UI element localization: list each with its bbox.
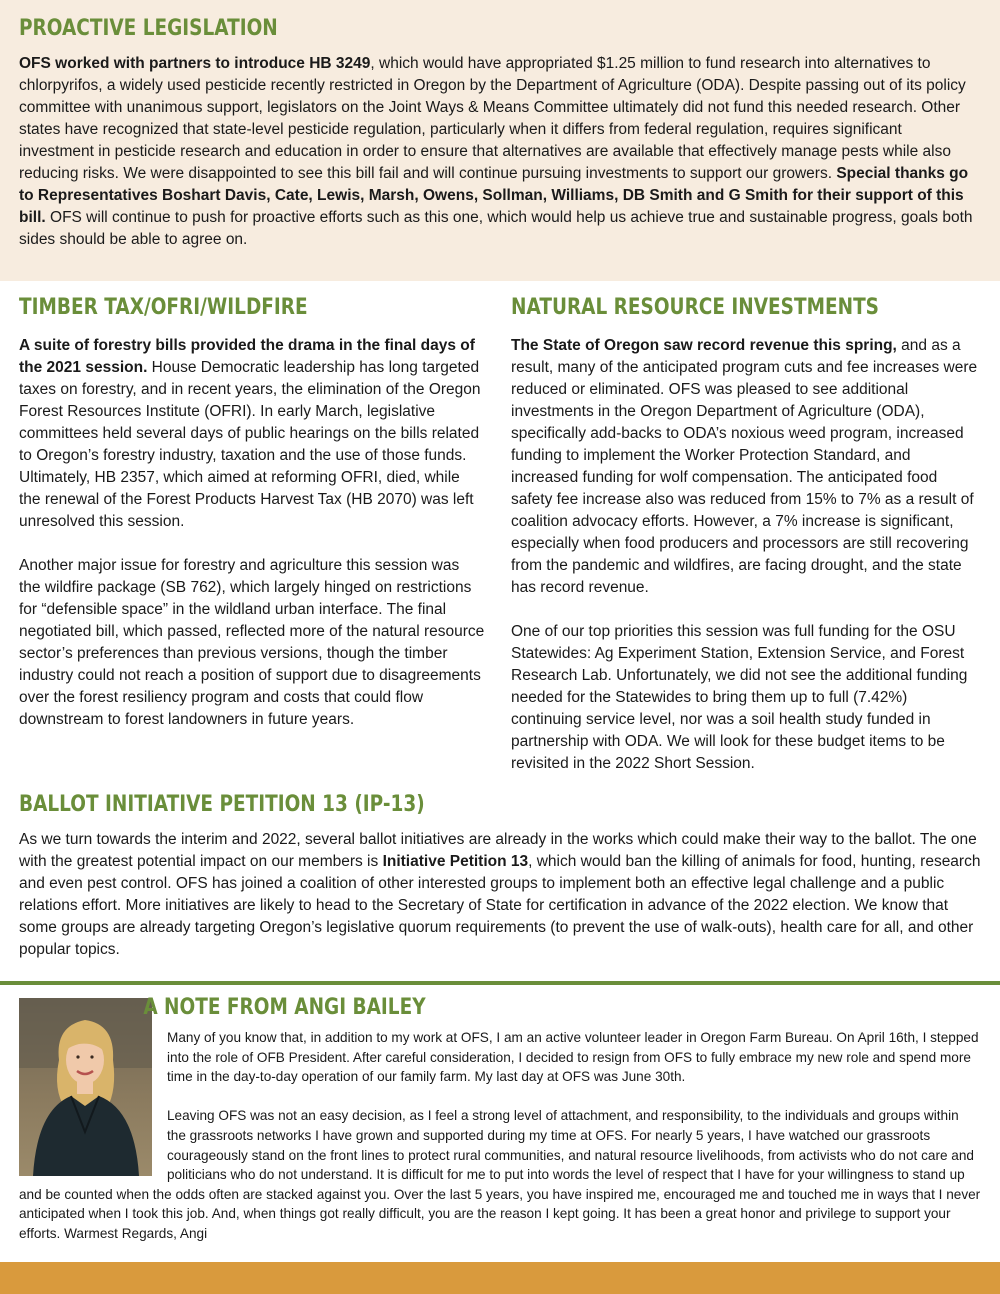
ballot-initiative-section (19, 792, 981, 961)
natural-paragraph-2: One of our top priorities this session was full funding for the OSU Statewides: Ag Experiment Station, Extension Service, and Forest Research Lab. Unfortunately, we did not see the additional funding needed for the Statewides to bring them up to full (7.42%) continuing service level, nor was a soil health study funded in partnership with ODA. We will look for these budget items to be revisited in the 2022 Short Session. (511, 623, 968, 772)
timber-tax-heading: TIMBER TAX/OFRI/WILDFIRE (19, 295, 308, 320)
timber-paragraph-2: Another major issue for forestry and agriculture this session was the wildfire package (SB 762), which largely hinged on restrictions for “defensible space” in the wildland urban interface. The final negotiated bill, which passed, reflected more of the natural resource sector’s preferences than previous versions, though the timber industry could not reach a position of support due to disagreements over the forest resiliency program and costs that could flow downstream to forest landowners in future years. (19, 557, 485, 728)
proactive-legislation-heading: PROACTIVE LEGISLATION (19, 16, 278, 41)
proactive-legislation-section (0, 0, 1000, 281)
ballot-text-2: , which would ban the killing of animals for food, hunting, research and even pest control. OFS has joined a coalition of other interested groups to implement both an effective legal challenge and a public relations effort. More initiatives are likely to head to the Secretary of State for certification in advance of the 2022 election. We know that some groups are already targeting Oregon’s legislative quorum requirements (to prevent the use of walk-outs), health care for all, and other popular topics. (19, 853, 981, 958)
timber-paragraph-1 (19, 335, 485, 533)
natural-text-1: and as a result, many of the anticipated program cuts and fee increases were reduced or eliminated. OFS was pleased to see additional investments in the Oregon Department of Agriculture (ODA), specifically add-backs to ODA’s noxious weed program, increased funding to implement the Worker Protection Standard, and increased funding for wolf compensation. The anticipated food safety fee increase also was reduced from 15% to 7% as a result of coalition advocacy efforts. However, a 7% increase is significant, especially when food producers and processors are still recovering from the pandemic and wildfires, are facing drought, and the state has record revenue. (511, 337, 978, 596)
proactive-text-2: OFS will continue to push for proactive efforts such as this one, which would help us achieve true and sustainable progress, goals both sides should be able to agree on. (19, 209, 973, 248)
natural-paragraph-1 (511, 335, 981, 599)
note-from-angi-section (19, 995, 981, 1244)
proactive-thanks: Special thanks go to Representatives Boshart Davis, Cate, Lewis, Marsh, Owens, Sollman, Williams, DB Smith and G Smith for their support of this bill. (19, 165, 969, 226)
note-from-angi-heading: A NOTE FROM ANGI BAILEY (143, 995, 426, 1020)
timber-lead: A suite of forestry bills provided the drama in the final days of the 2021 session. (19, 337, 475, 376)
timber-tax-section (19, 295, 485, 731)
note-paragraph-2: Leaving OFS was not an easy decision, as I feel a strong level of attachment, and responsibility, to the individuals and groups within the grassroots networks I have grown and supported during my time at OFS. For nearly 5 years, I have watched our grassroots courageously stand on the front lines to protect rural communities, and natural resource livelihoods, from activists who do not care and politicians who do not understand. It is difficult for me to put into words the level of respect that I have for your willingness to stand up and be counted when the odds often are stacked against you. Over the last 5 years, you have inspired me, encouraged me and touched me in ways that I never anticipated when I took this job. And, when things got really difficult, you are the reason I kept going. It has been a great honor and privilege to support your efforts. Warmest Regards, Angi (19, 1108, 981, 1241)
natural-resource-heading: NATURAL RESOURCE INVESTMENTS (511, 295, 879, 320)
ballot-initiative-body (19, 829, 981, 961)
ballot-text-1: As we turn towards the interim and 2022, several ballot initiatives are already in the works which could make their way to the ballot. The one with the greatest potential impact on our members is (19, 831, 977, 870)
proactive-lead: OFS worked with partners to introduce HB 3249 (19, 55, 371, 72)
proactive-legislation-body (19, 53, 981, 251)
timber-text-1: House Democratic leadership has long targeted taxes on forestry, and in recent years, the elimination of the Oregon Forest Resources Institute (OFRI). In early March, legislative committees held several days of public hearings on the bills related to Oregon’s forestry industry, taxation and the use of those funds. Ultimately, HB 2357, which aimed at reforming OFRI, died, while the renewal of the Forest Products Harvest Tax (HB 2070) was left unresolved this session. (19, 359, 481, 530)
angi-bailey-photo (19, 998, 152, 1176)
ballot-initiative-heading: BALLOT INITIATIVE PETITION 13 (IP-13) (19, 792, 425, 817)
footer-bar (0, 1262, 1000, 1294)
natural-resource-section (511, 295, 981, 775)
section-divider (0, 981, 1000, 985)
ballot-bold: Initiative Petition 13 (382, 853, 529, 870)
proactive-text-1: , which would have appropriated $1.25 million to fund research into alternatives to chlorpyrifos, a widely used pesticide recently restricted in Oregon by the Department of Agriculture (ODA). Despite passing out of its policy committee with unanimous support, legislators on the Joint Ways & Means Committee ultimately did not fund this needed research. Other states have recognized that state-level pesticide regulation, particularly when it differs from federal regulation, requires significant investment in pesticide research and education in order to ensure that alternatives are available that effectively manage pests while also reducing risks. We were disappointed to see this bill fail and will continue pursuing investments to support our growers. (19, 55, 966, 182)
note-paragraph-1: Many of you know that, in addition to my work at OFS, I am an active volunteer leader in Oregon Farm Bureau. On April 16th, I stepped into the role of OFB President. After careful consideration, I decided to resign from OFS to fully embrace my new role and spend more time in the day-to-day operation of our family farm. My last day at OFS was June 30th. (167, 1030, 979, 1085)
natural-lead: The State of Oregon saw record revenue this spring, (511, 337, 897, 354)
